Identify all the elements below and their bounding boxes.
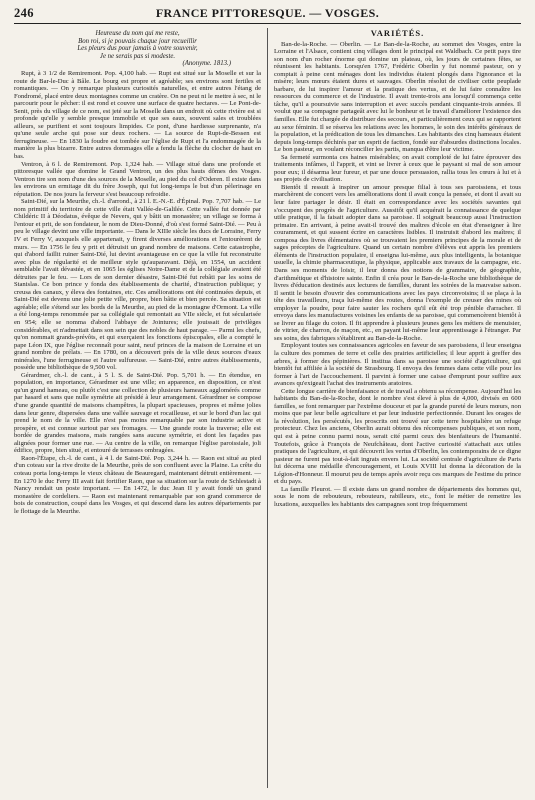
article-paragraph: Bientôt il ressuit à inspirer un amour presque filial à tous ses paroissiens, et tous marchèrent de concert vers les améliorations dont il avait conçu la pensée, et dont il avait su leur faire partager le désir. Il était en correspondance avec les sociétés savantes qui s'occupent des progrès de l'agriculture. Aussitôt qu'il acquérait la connaissance de quelque utile pratique, il la faisait adopter dans sa paroisse. Il soignait beaucoup aussi l'instruction primaire. En arrivant, à peine avait-il trouvé des maîtres d'école en état d'enseigner à lire couramment, et qui sussent écrire en caractères lisibles. Il instruisit d'abord les maîtres; il composa des livres élémentaires où se trouvaient les premiers principes de la morale et de sages préceptes de l'agriculture. Quand un certain nombre d'élèves eut appris les premiers éléments de l'instruction populaire, il enseigna lui-même, aux plus intelligents, la botanique usuelle, la chimie pharmaceutique, la physique, applicable aux travaux de la campagne, etc. Dans ses moments de loisir, il leur donna des notions de grammaire, de géographie, d'arithmétique et d'histoire sainte. Enfin il créa pour le Ban-de-la-Roche une bibliothèque de livres d'éducation destinés aux lectures de familles, durant les soirées de la mauvaise saison. Il sentit le besoin d'ouvrir des communications avec les pays circonvoisins; il se plaça à la tête des travailleurs, traça lui-même des routes, donna l'exemple de creuser des mines où employer la poudre, pour faire sauter les rochers qu'il eût été trop pénible d'arracher. Il envoya dans les manufactures voisines les enfants de sa paroisse, qui commencèrent bientôt à se livrer au filage du coton. Il fit apprendre à plusieurs jeunes gens les métiers de menuisier, de vitrier, de charron, de maçon, etc., en payant lui-même leur apprentissage à l'étranger. Par ses soins, des fabriques s'établirent au Ban-de-la-Roche. <box>274 183 521 342</box>
poem-line: Les pleurs dus pour jamais à votre souvenir, <box>77 45 198 53</box>
poem-line: Bon roi, si je pouvais chaque jour recueillir <box>78 37 197 45</box>
article-rupt: Rupt, à 3 1/2 de Remiremont. Pop. 4,100 hab. — Rupt est situé sur la Moselle et sur la route de Bar-le-Duc à Bâle. Le bourg est propre et agréable; ses environs sont fertiles et romantiques. — On y remarque plusieurs curiosités naturelles, et entre autres l'étang de Fondromé, placé entre deux montagnes comme un cratère. On ne peut ni le mettre à sec, ni le parcourir pour le pêcher: il est rond et couvre une surface de quatre hectares. — Le Pont-de-Senit, près du village de ce nom, est jeté sur la Moselle dans un endroit où cette rivière est si profonde qu'elle y semble presque immobile et que ses eaux, souvent sales et troublées ailleurs, se purifient et sont toujours limpides. Ce pont, d'une hardiesse surprenante, n'a qu'une seule arche qui pose sur deux rochers. — La source de Rupt-de-Bessen est ferrugineuse. — En 1830 la foudre est tombée sur l'église de Rupt et l'a endommagée de la manière la plus bizarre. Entre autres dommages elle a fendu la flèche du clocher de haut en bas. <box>14 69 261 160</box>
article-paragraph: Employant toutes ses connaissances agricoles en faveur de ses paroissiens, il leur enseigna la culture des pommes de terre et celle des prairies artificielles; il leur apprit à greffer des arbres, à former des pépinières. Il institua dans sa paroisse une société d'agriculture, qui bientôt fut affiliée à la société de Strasbourg. Il envoya des femmes dans cette ville pour les former à l'art de l'accouchement. Il parvint à former une caisse d'emprunt pour suffire aux avances qu'exigeait l'achat des instruments aratoires. <box>274 342 521 388</box>
page-header <box>14 6 521 24</box>
right-column <box>274 28 521 788</box>
article-gerardmer: Gérardmer, ch.-l. de cant., à 5 l. S. de Saint-Dié. Pop. 5,701 h. — En étendue, en population, en importance, Gérardmer est une ville; en apparence, en disposition, ce n'est qu'un grand hameau, ou plutôt c'est une collection de plusieurs hameaux agglomérés comme par hasard et sans que nulle symétrie ait présidé à leur arrangement. Gérardmer se compose d'une grande quantité de maisons champêtres, la plupart spacieuses, propres et même jolies dans leur genre, dispersées dans une vallée sauvage et rocailleuse, et sur le bord d'un lac qui prend le nom de la ville. Elle n'est pas moins remarquable par son industrie active et prospère, et est connue surtout par ses fromages. — Une grande route la traverse; elle est bordée de grandes maisons, mais rangées sans aucune symétrie, et dont les façades pas alignées pour former une rue. — Au centre de la ville, on remarque l'église paroissiale, joli édifice, propre, bien situé, et entouré de terrasses ombragées. <box>14 371 261 455</box>
page-title: FRANCE PITTORESQUE. — VOSGES. <box>155 6 380 20</box>
column-divider <box>267 28 268 788</box>
article-raon-l-etape: Raon-l'Étape, ch.-l. de cant., à 4 l. de Saint-Dié. Pop. 3,244 h. — Raon est situé au pied d'un coteau sur la rive droite de la Meurthe, près de son confluent avec la Plaine. La crête du coteau porta long-temps le vieux château de Beauregard, maintenant détruit entièrement. — En 1270 le duc Ferry III avait fait fortifier Raon, que sa situation sur la route de Schlestadt à Nancy rendait un poste important. — En 1472, le duc Jean II y avait fondé un grand monastère de cordeliers. — Raon est maintenant remarquable par son grand commerce de bois de construction, coupé dans les Vosges, et qui descend dans les autres départements par le flottage de la Meurthe. <box>14 454 261 515</box>
text-columns <box>14 28 521 788</box>
article-ventron: Ventron, à 6 l. de Remiremont. Pop. 1,324 hab. — Village situé dans une profonde et pittoresque vallée que domine le Grand Ventron, un des plus hauts dômes des Vosges. Ventron tire son nom d'une des sources de la Moselle, au pied du col d'Oderen. Il existe dans les environs un ermitage dit du frère Joseph, qui fut long-temps le but d'un pèlerinage en réputation. De nos jours la ferveur s'est beaucoup refroidie. <box>14 160 261 198</box>
section-title: VARIÉTÉS. <box>370 28 425 38</box>
poem-source: (Anonyme. 1813.) <box>182 60 231 68</box>
article-ban-de-la-roche: Ban-de-la-Roche. — Oberlin. — Le Ban-de-la-Roche, au sommet des Vosges, entre la Lorraine et l'Alsace, contient cinq villages dont le principal est Waldbach. Ce petit pays tire son nom d'un rocher énorme qui domine un plateau, où, les jours de certaines fêtes, se réunissent les habitants. Lorsqu'en 1767, Frédéric Oberlin y fut nommé pasteur, on y comptait à peine cent ménages dont les individus étaient plongés dans l'ignorance et la misère; leurs mœurs étaient dures et sauvages. Oberlin résolut de civiliser cette peuplade barbare, de lui inspirer l'amour et la pratique des vertus, et de lui faire connaître les ressources du commerce et de l'industrie. Il avait trente-trois ans lorsqu'il commença cette tâche, qu'il a poursuivie sans interruption et avec succès pendant cinquante-trois années. Il voulut que sa compagne partageât avec lui le bonheur et le travail d'améliorer l'existence des familles. Elle fut chargée de distribuer des secours, et particulièrement ceux qui se rapportent au sexe féminin. Il se réserva les relations avec les hommes, le soin des intérêts généraux de la population, et la prédication de tous les dimanches. Les habitants des cinq hameaux étaient depuis long-temps déchirés par un esprit de faction, fondé sur d'absurdes distinctions locales. Le bon pasteur, en voulant réconcilier les partis, manqua d'être leur victime. <box>274 40 521 154</box>
poem-line: Je ne serais pas si modeste. <box>99 52 176 60</box>
page-number: 246 <box>14 6 34 20</box>
article-famille-fleurot: La famille Fleurot. — Il existe dans un grand nombre de départements des hommes qui, sous le nom de rebouteurs, rebouteurs, rabilleurs, etc., font le métier de remettre les luxations, auxquelles les habitants des campagnes sont trop fréquemment <box>274 485 521 508</box>
article-paragraph: Cette longue carrière de bienfaisance et de travail a obtenu sa récompense. Aujourd'hui les habitants du Ban-de-la-Roche, dont le nombre s'est élevé à plus de 4,000, divisés en 600 familles, se font remarquer par l'extrême douceur et par la grande pureté de leurs mœurs, non moins que par leur belle agriculture et par leur industrie perfectionnée. Durant les orages de la révolution, les persécutés, les proscrits ont trouvé sur cette terre hospitalière un refuge protecteur. Chez les anciens, Oberlin aurait obtenu des récompenses publiques, et son nom, qui est à peine connu parmi nous, serait cité parmi ceux des bienfaiteurs de l'humanité. Toutefois, grâce à François de Neufchâteau, dont l'active curiosité s'attachait aux utiles pratiques de l'agriculture, et qui découvrit les vertus d'Oberlin, les contemporains de ce digne pasteur ne furent pas tout-à-fait ingrats envers lui. La société centrale d'agriculture de Paris lui décerna une médaille d'encouragement, et Louis XVIII lui donna la décoration de la Légion-d'Honneur. Il mourut peu de temps après avoir reçu ces marques de l'estime du prince et du pays. <box>274 387 521 486</box>
article-paragraph: Sa fermeté surmonta ces haines misérables; on avait comploté de lui faire éprouver des traitements infâmes, il l'apprit, et vint se livrer à ceux que le paysant si mal de son amour pour eux; il désarma leur fureur, et par une douce persuasion, rallia tous les cœurs à lui et à ses projets de civilisation. <box>274 153 521 184</box>
article-saint-die: Saint-Dié, sur la Meurthe, ch.-l. d'arrond., à 21 l. E.-N.-E. d'Épinal. Pop. 7,707 hab. — Le nom primitif du territoire de cette ville était Vallée-de-Galilée. Cette vallée fut donnée par Childéric II à Déodatus, évêque de Nevers, qui y bâtit un monastère; un village se forma à l'entour et prit, de son fondateur, le nom de Dieu-Donné, d'où s'est formé Saint-Dié. — Peu à peu le village devint une ville importante. — Dans le XIIIe siècle les ducs de Lorraine, Ferry IV et Ferry V, auxquels elle appartenait, y firent diverses améliorations et l'entourèrent de murs. — En 1756 le feu y prit et détruisit un grand nombre de maisons. Cette catastrophe, qui d'abord faillit ruiner Saint-Dié, lui devint avantageuse en ce que la ville fut reconstruite avec plus de régularité et de meilleur style qu'auparavant. Déjà, en 1554, un accident semblable l'avait dévastée, et en 1065 les églises Notre-Dame et de la collégiale avaient été détruites par le feu. — Lors de son dernier désastre, Saint-Dié fut rebâti par les soins de Stanislas. Ce bon prince y fonda des établissements de charité, d'instruction publique; y creusa des canaux, y éleva des fontaines, etc. Ces améliorations ont été continuées depuis, et Saint-Dié est devenu une jolie petite ville, propre, bien bâtie et bien percée. Sa situation est agréable; elle s'étend sur les bords de la Meurthe, au pied de la montagne d'Ormont. La ville a été long-temps renommée par sa collégiale qui remontait au VIIe siècle, et fut sécularisée en 954; elle se nomma d'abord l'abbaye de Jointures; elle jouissait de privilèges considérables, et n'admettait dans son sein que des nobles de haut parage. — Parmi les chefs, qu'on nommait grands-prévôts, et qui exerçaient les fonctions épiscopales, elle a compté le pape Léon IX, que l'église reconnaît pour saint, neuf princes de la maison de Lorraine et un grand nombre de prélats. — En 1780, on a découvert près de la ville deux sources d'eaux minérales, l'une ferrugineuse et l'autre sulfureuse. — Saint-Dié, entre autres établissements, possède une bibliothèque de 9,500 vol. <box>14 198 261 372</box>
poem <box>14 30 261 68</box>
poem-line: Heureuse du nom qui me reste, <box>95 30 180 37</box>
left-column <box>14 28 261 788</box>
